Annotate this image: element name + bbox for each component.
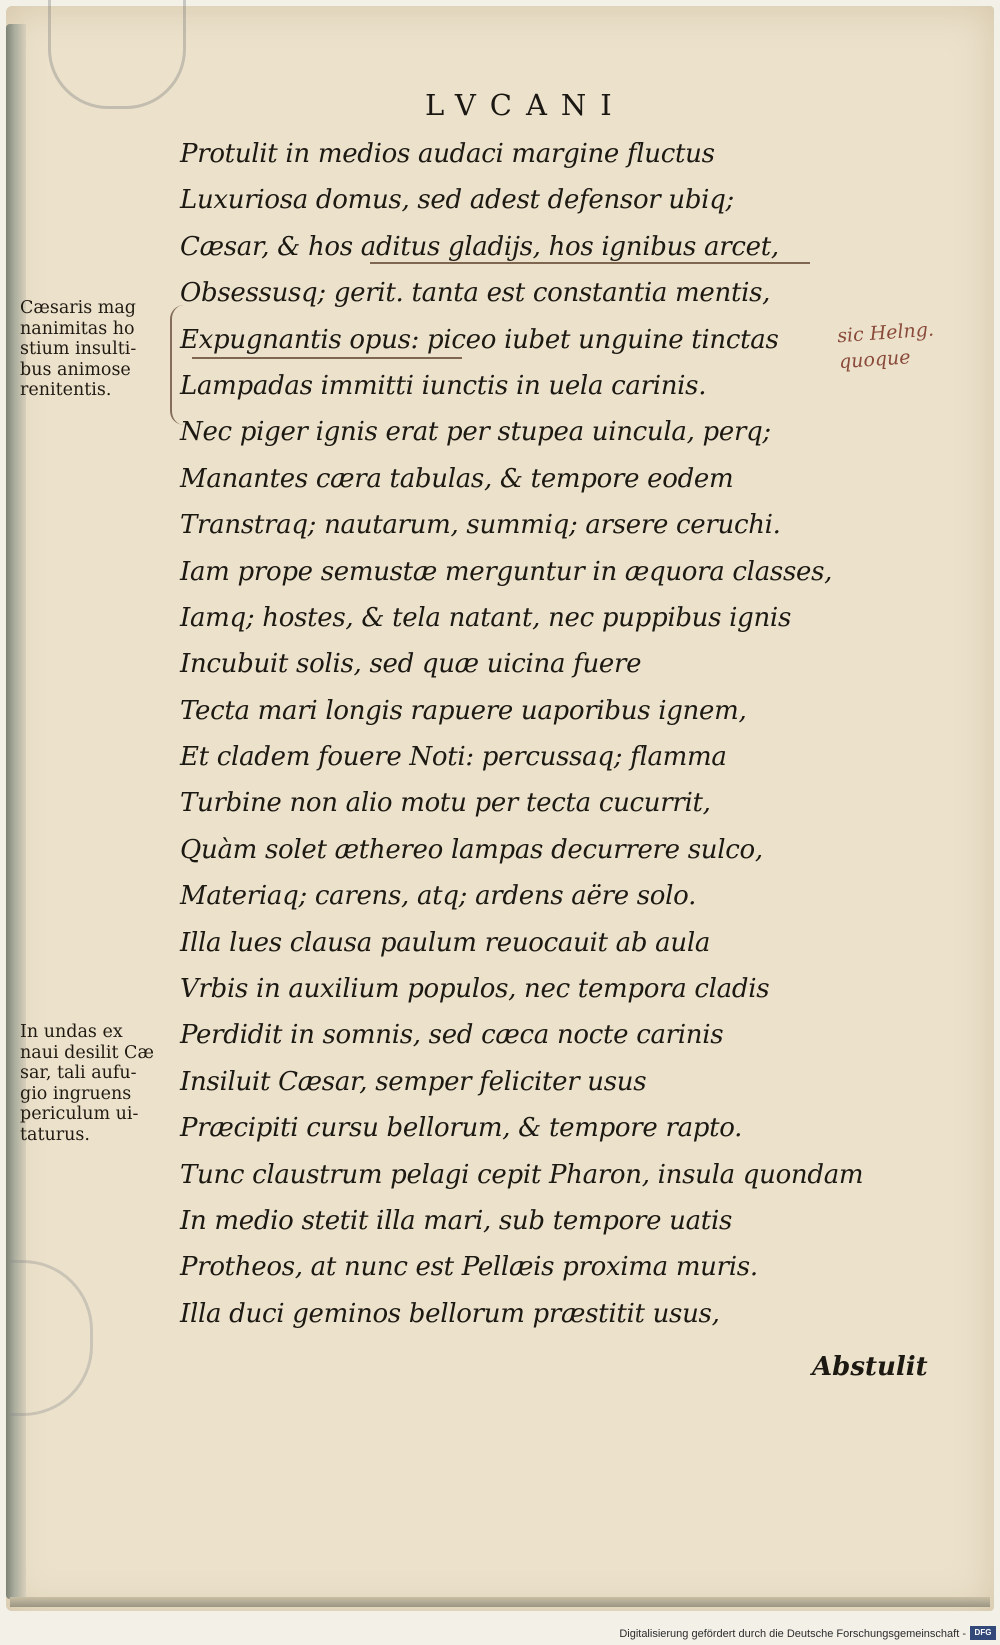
catchword: Abstulit xyxy=(812,1352,928,1382)
verse-line: Tunc claustrum pelagi cepit Pharon, insula quondam xyxy=(180,1159,864,1190)
verse-line: Cæsar, & hos aditus gladijs, hos ignibus arcet, xyxy=(180,231,779,262)
verse-line: Vrbis in auxilium populos, nec tempora cladis xyxy=(180,974,770,1005)
verse-line: In medio stetit illa mari, sub tempore uatis xyxy=(180,1205,733,1236)
verse-line: Nec piger ignis erat per stupea uincula, perq; xyxy=(180,417,771,448)
verse-line: Lampadas immitti iunctis in uela carinis. xyxy=(180,370,707,401)
verse-line: Expugnantis opus: piceo iubet unguine tinctas xyxy=(180,324,779,355)
page-bottom-edge xyxy=(10,1597,990,1607)
verse-line: Transtraq; nautarum, summiq; arsere ceruchi. xyxy=(180,510,781,541)
verse-line: Iam prope semustæ merguntur in æquora classes, xyxy=(180,556,833,587)
verse-line: Et cladem fouere Noti: percussaq; flamma xyxy=(180,742,727,773)
verse-line: Protulit in medios audaci margine fluctus xyxy=(180,139,715,169)
verse-line: Illa duci geminos bellorum præstitit usus, xyxy=(180,1298,720,1329)
verse-line: Incubuit solis, sed quæ uicina fuere xyxy=(180,649,642,680)
verse-line: Luxuriosa domus, sed adest defensor ubiq; xyxy=(180,185,735,216)
verse-line: Tecta mari longis rapuere uaporibus ignem, xyxy=(180,695,747,726)
verse-line: Turbine non alio motu per tecta cucurrit, xyxy=(180,788,711,819)
handwritten-annotation: sic Helng. quoque xyxy=(836,318,935,374)
verse-line: Manantes cæra tabulas, & tempore eodem xyxy=(180,463,734,494)
verse-line: Obsessusq; gerit. tanta est constantia mentis, xyxy=(180,278,771,309)
marginal-note-1: Cæsaris mag nanimitas ho stium insulti- bus animose renitentis. xyxy=(20,298,137,400)
verse-line: Insiluit Cæsar, semper feliciter usus xyxy=(180,1066,647,1097)
verse-line: Illa lues clausa paulum reuocauit ab aula xyxy=(180,927,711,958)
verse-text xyxy=(180,131,920,1337)
verse-line: Perdidit in somnis, sed cæca nocte carinis xyxy=(180,1020,724,1051)
verse-line: Materiaq; carens, atq; ardens aëre solo. xyxy=(180,881,697,912)
verse-line: Protheos, at nunc est Pellæis proxima muris. xyxy=(180,1252,758,1283)
footer-credit: Digitalisierung gefördert durch die Deutsche Forschungsgemeinschaft - xyxy=(619,1628,966,1640)
verse-line: Præcipiti cursu bellorum, & tempore rapto. xyxy=(180,1113,743,1144)
verse-line: Iamq; hostes, & tela natant, nec puppibus ignis xyxy=(180,602,791,633)
marginal-note-2: In undas ex naui desilit Cæ sar, tali aufu- gio ingruens periculum ui- taturus. xyxy=(20,1022,154,1145)
verse-line: Quàm solet æthereo lampas decurrere sulco, xyxy=(180,834,763,865)
page-clip-top xyxy=(48,0,186,109)
running-head: LVCANI xyxy=(425,88,626,122)
dfg-logo: DFG xyxy=(970,1626,996,1640)
